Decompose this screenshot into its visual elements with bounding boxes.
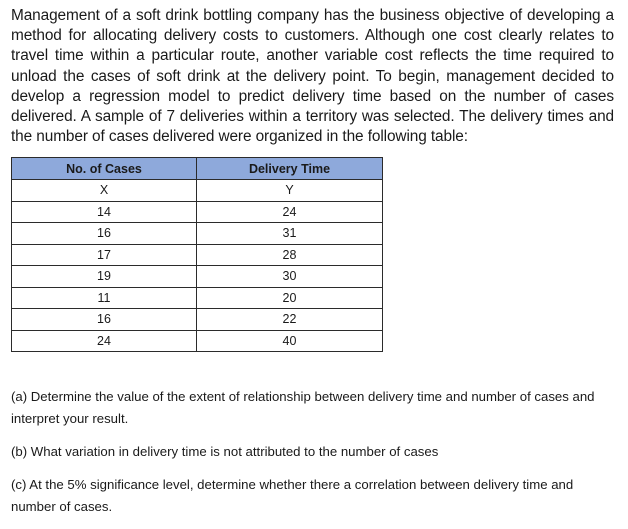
cell-x: 11 (12, 287, 197, 309)
cell-x: 17 (12, 244, 197, 266)
cell-y: 20 (197, 287, 383, 309)
question-b: (b) What variation in delivery time is not attributed to the number of cases (11, 444, 439, 459)
cell-x: 16 (12, 223, 197, 245)
table-header-row (12, 158, 383, 180)
table-row (12, 201, 383, 223)
symbol-y: Y (197, 180, 383, 202)
cell-x: 16 (12, 309, 197, 331)
header-delivery-time: Delivery Time (197, 158, 383, 180)
cell-x: 19 (12, 266, 197, 288)
cell-y: 28 (197, 244, 383, 266)
question-c: (c) At the 5% significance level, determine whether there a correlation between delivery time and number of cases. (11, 477, 574, 514)
cell-y: 30 (197, 266, 383, 288)
data-table (11, 157, 383, 352)
cell-y: 22 (197, 309, 383, 331)
table-row (12, 309, 383, 331)
table-row (12, 330, 383, 352)
table-symbol-row (12, 180, 383, 202)
questions (11, 386, 614, 529)
cell-y: 24 (197, 201, 383, 223)
symbol-x: X (12, 180, 197, 202)
cell-x: 14 (12, 201, 197, 223)
question-a: (a) Determine the value of the extent of relationship between delivery time and number of cases and interpret your result. (11, 389, 595, 426)
cell-y: 31 (197, 223, 383, 245)
table-row (12, 266, 383, 288)
cell-x: 24 (12, 330, 197, 352)
table-row (12, 244, 383, 266)
header-cases: No. of Cases (12, 158, 197, 180)
problem-statement: Management of a soft drink bottling company has the business objective of developing a method for allocating delivery costs to customers. Although one cost clearly relates to travel time within a particular route, another variable cost reflects the time required to unload the cases of soft drink at the delivery point. To begin, management decided to develop a regression model to predict delivery time based on the number of cases delivered. A sample of 7 deliveries within a territory was selected. The delivery times and the number of cases delivered were organized in the following table: (11, 7, 614, 146)
cell-y: 40 (197, 330, 383, 352)
table-row (12, 223, 383, 245)
table-row (12, 287, 383, 309)
